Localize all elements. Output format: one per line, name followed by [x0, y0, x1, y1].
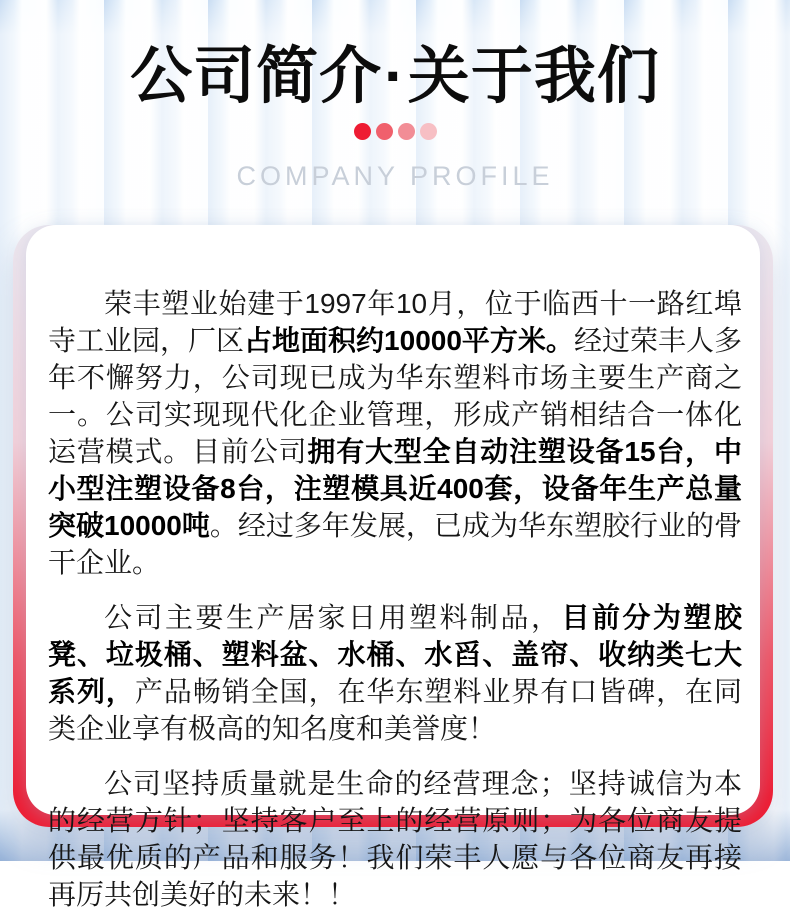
text-segment: 荣丰塑业始建于1997年10月，位于临西十一路红埠寺工业园，厂区 [48, 288, 742, 356]
profile-card-accent-frame [13, 225, 773, 910]
title-dot [420, 123, 437, 140]
text-segment: 产品畅销全国，在华东塑料业界有口皆碑，在同类企业享有极高的知名度和美誉度！ [48, 676, 742, 744]
page-title-light: 关于我们 [407, 42, 660, 111]
text-segment: 。经过多年发展，已成为华东塑胶行业的骨干企业。 [48, 510, 742, 578]
page-title-strong: 公司简介 [130, 42, 383, 111]
paragraph-philosophy [48, 765, 742, 913]
profile-card [26, 225, 760, 910]
title-dot [376, 123, 393, 140]
paragraph-company-history [48, 285, 742, 581]
text-segment: 公司坚持质量就是生命的经营理念；坚持诚信为本的经营方针；坚持客户至上的经营原则；为各位商友提供最优质的产品和服务！我们荣丰人愿与各位商友再接再厉共创美好的未来！！ [48, 768, 742, 910]
title-dot [398, 123, 415, 140]
page-title [0, 42, 790, 111]
text-segment: 公司主要生产居家日用塑料制品， [104, 602, 562, 633]
hero-section [0, 0, 790, 192]
subtitle-english: COMPANY PROFILE [236, 161, 554, 192]
text-segment: 经过荣丰人多年不懈努力，公司现已成为华东塑料市场主要生产商之一。公司实现现代化企业管理，形成产销相结合一体化运营模式。目前公司 [48, 325, 742, 467]
title-dots [0, 123, 790, 140]
text-segment-bold: 拥有大型全自动注塑设备15台，中小型注塑设备8台，注塑模具近400套，设备年生产总量突破10000吨 [48, 436, 742, 541]
text-segment-bold: 目前分为塑胶凳、垃圾桶、塑料盆、水桶、水舀、盖帘、收纳类七大系列， [48, 602, 742, 707]
title-dot [354, 123, 371, 140]
title-separator-dot: · [384, 42, 406, 111]
text-segment-bold: 占地面积约10000平方米。 [244, 325, 574, 356]
paragraph-products [48, 599, 742, 747]
